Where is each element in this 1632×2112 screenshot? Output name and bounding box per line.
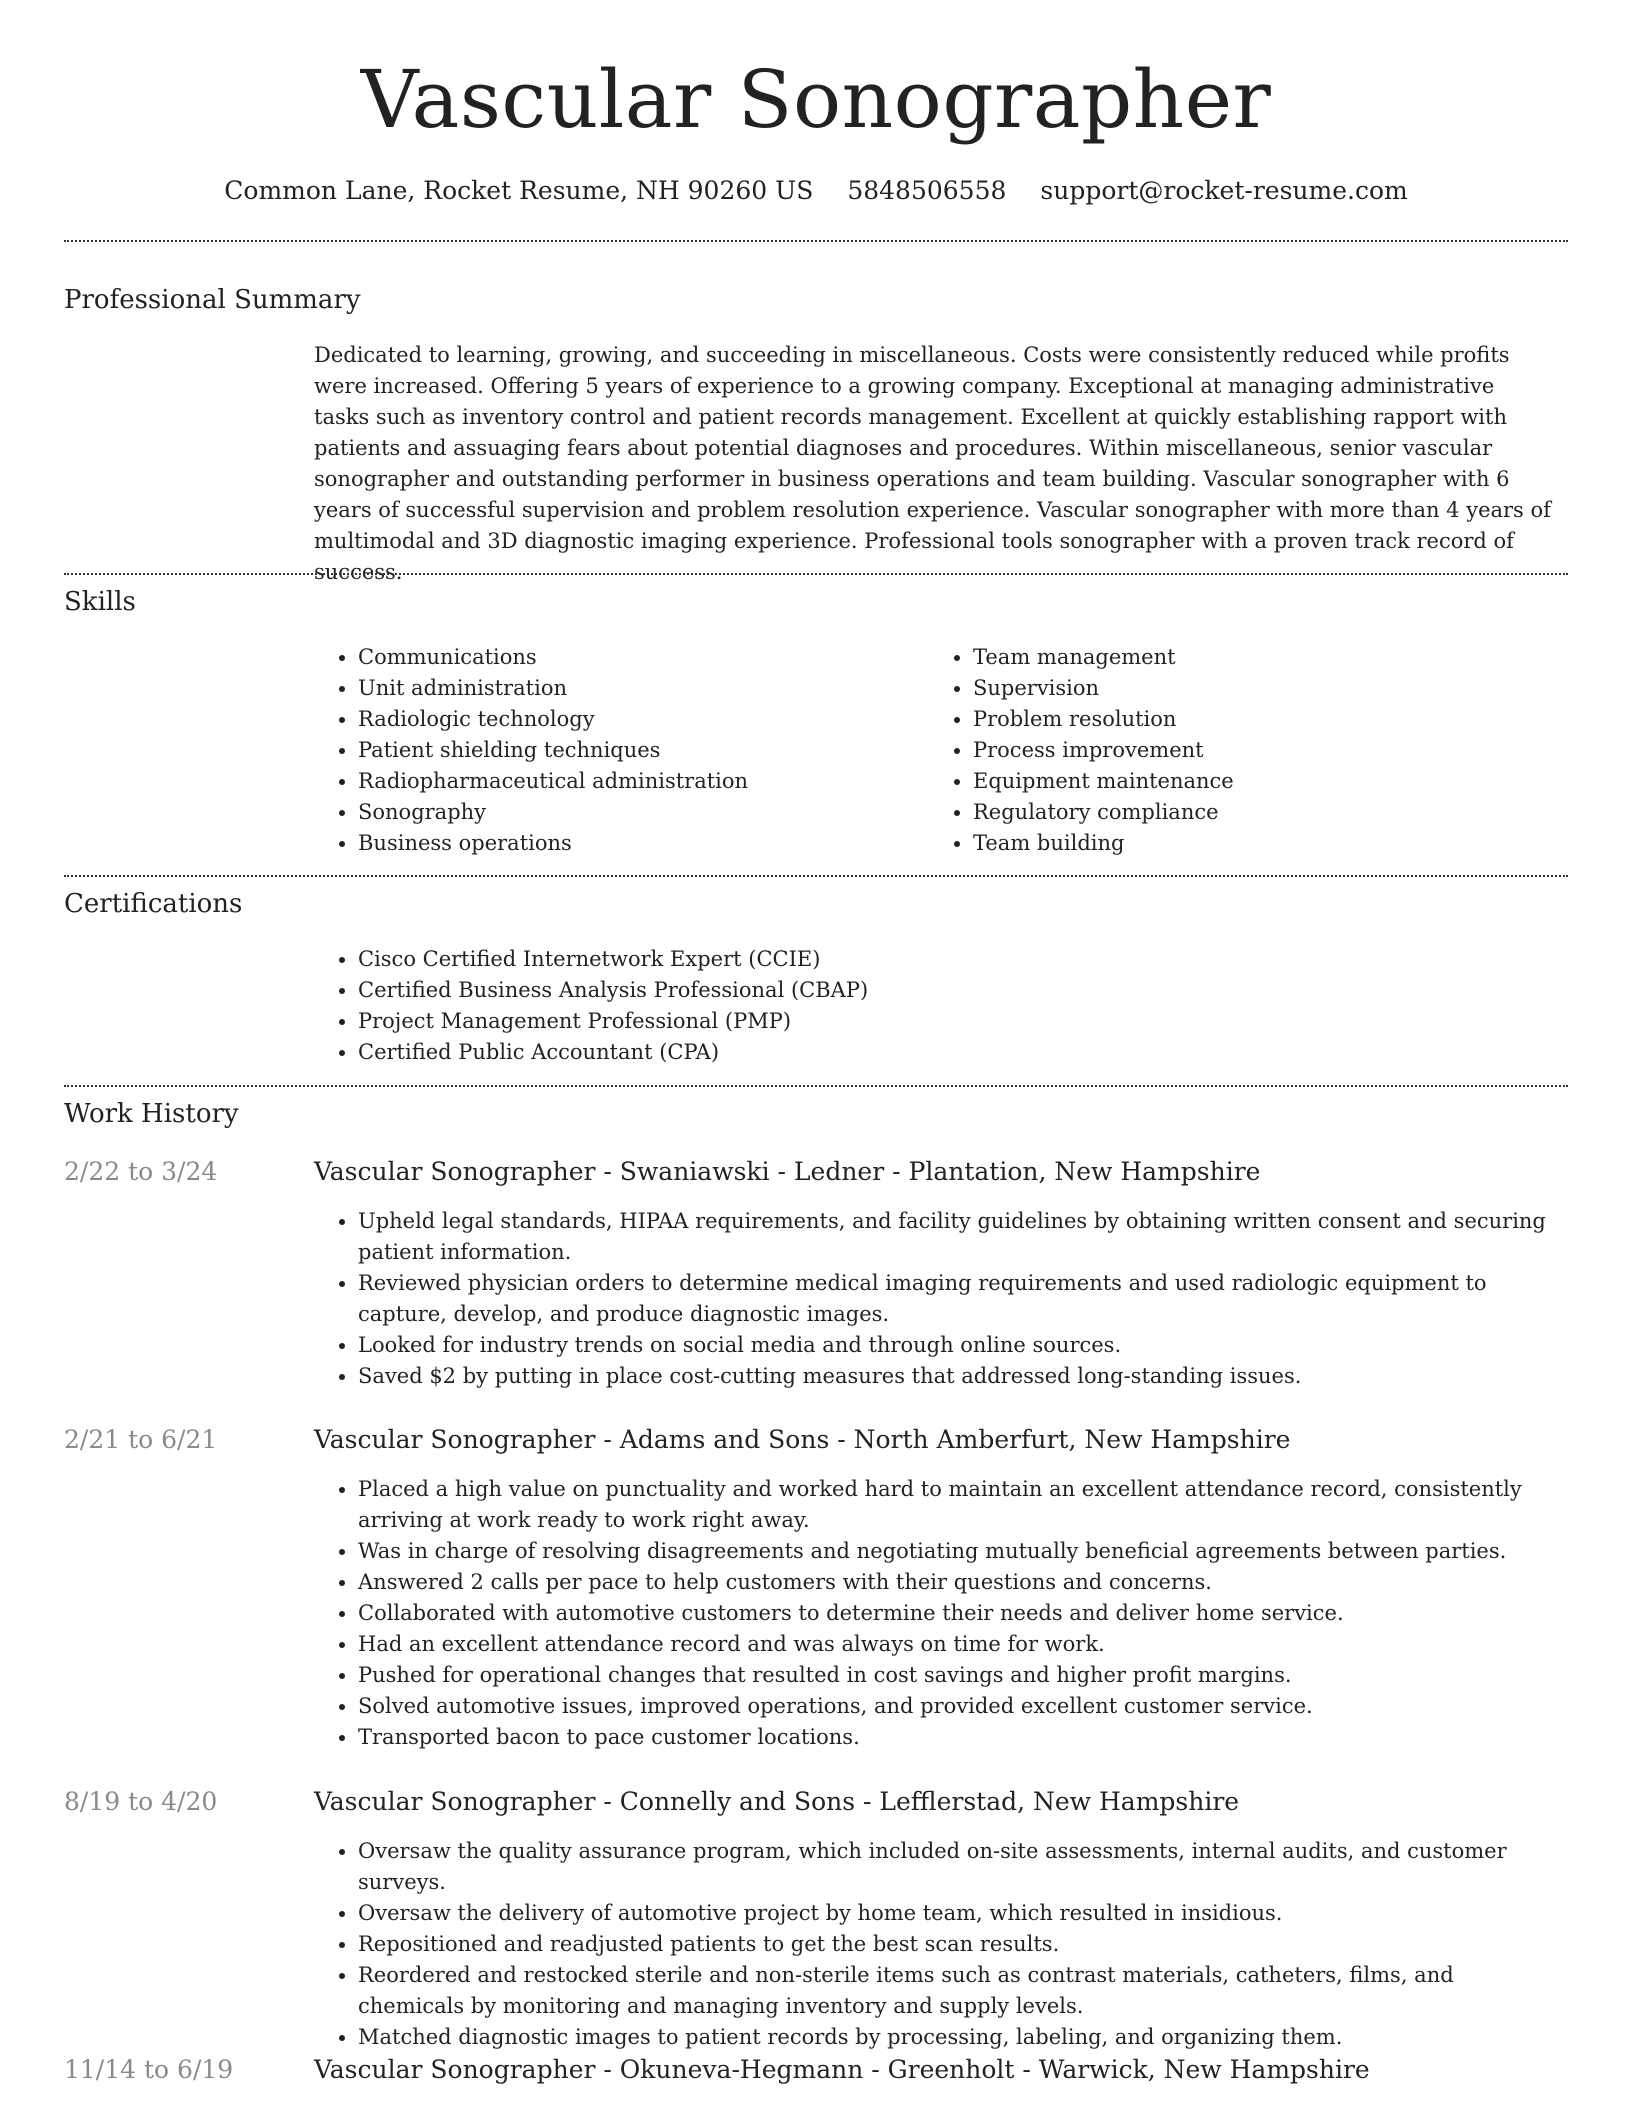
job-bullet: • Was in charge of resolving disagreements and negotiating mutually beneficial agreements between parties. (358, 1536, 1564, 1567)
resume-header (0, 0, 1632, 205)
skill-item: • Process improvement (973, 735, 1529, 766)
job-bullet: • Solved automotive issues, improved operations, and provided excellent customer service. (358, 1691, 1564, 1722)
job-bullet: • Reordered and restocked sterile and non-sterile items such as contrast materials, catheters, films, and chemicals by monitoring and managing inventory and supply levels. (358, 1960, 1564, 2022)
job-bullet: • Repositioned and readjusted patients to get the best scan results. (358, 1929, 1564, 1960)
job-bullet: • Placed a high value on punctuality and worked hard to maintain an excellent attendance record, consistently arriving at work ready to work right away. (358, 1474, 1564, 1536)
skill-item: • Business operations (358, 828, 914, 859)
job-bullets (314, 1206, 1564, 1392)
job-dates: 8/19 to 4/20 (64, 1787, 218, 1816)
divider (64, 875, 1568, 877)
contact-email: support@rocket-resume.com (1040, 176, 1408, 205)
job-title: Vascular Sonographer - Okuneva-Hegmann - Greenholt - Warwick, New Hampshire (314, 2055, 1370, 2084)
certifications-heading: Certifications (64, 889, 243, 919)
contact-line (0, 176, 1632, 205)
job-bullet: • Had an excellent attendance record and was always on time for work. (358, 1629, 1564, 1660)
skill-item: • Supervision (973, 673, 1529, 704)
job-bullet: • Pushed for operational changes that resulted in cost savings and higher profit margins. (358, 1660, 1564, 1691)
job-dates: 11/14 to 6/19 (64, 2055, 234, 2084)
job-bullet: • Oversaw the quality assurance program, which included on-site assessments, internal audits, and customer surveys. (358, 1836, 1564, 1898)
skill-item: • Team building (973, 828, 1529, 859)
divider (64, 1085, 1568, 1087)
job-bullet: • Upheld legal standards, HIPAA requirements, and facility guidelines by obtaining written consent and securing patient information. (358, 1206, 1564, 1268)
skill-item: • Communications (358, 642, 914, 673)
job-bullet: • Answered 2 calls per pace to help customers with their questions and concerns. (358, 1567, 1564, 1598)
skill-item: • Unit administration (358, 673, 914, 704)
skills-heading: Skills (64, 587, 136, 617)
job-title: Vascular Sonographer - Adams and Sons - North Amberfurt, New Hampshire (314, 1425, 1291, 1454)
certification-item: • Project Management Professional (PMP) (358, 1006, 1554, 1037)
certification-item: • Certified Business Analysis Professional (CBAP) (358, 975, 1554, 1006)
skill-item: • Equipment maintenance (973, 766, 1529, 797)
job-bullet: • Matched diagnostic images to patient records by processing, labeling, and organizing them. (358, 2022, 1564, 2053)
certifications-list (314, 944, 1554, 1068)
contact-phone: 5848506558 (847, 176, 1007, 205)
job-bullet: • Saved $2 by putting in place cost-cutting measures that addressed long-standing issues. (358, 1361, 1564, 1392)
skill-item: • Regulatory compliance (973, 797, 1529, 828)
skill-item: • Patient shielding techniques (358, 735, 914, 766)
job-bullet: • Collaborated with automotive customers to determine their needs and deliver home service. (358, 1598, 1564, 1629)
job-bullet: • Transported bacon to pace customer locations. (358, 1722, 1564, 1753)
job-bullet: • Oversaw the delivery of automotive project by home team, which resulted in insidious. (358, 1898, 1564, 1929)
job-title: Vascular Sonographer - Connelly and Sons - Lefflerstad, New Hampshire (314, 1787, 1240, 1816)
certification-item: • Certified Public Accountant (CPA) (358, 1037, 1554, 1068)
job-dates: 2/21 to 6/21 (64, 1425, 218, 1454)
summary-text: Dedicated to learning, growing, and succeeding in miscellaneous. Costs were consistently reduced while profits were increased. Offering 5 years of experience to a growing company. Exceptional at managing administrative tasks such as inventory control and patient records management. Excellent at quickly establishing rapport with patients and assuaging fears about potential diagnoses and procedures. Within miscellaneous, senior vascular sonographer and outstanding performer in business operations and team building. Vascular sonographer with 6 years of successful supervision and problem resolution experience. Vascular sonographer with more than 4 years of multimodal and 3D diagnostic imaging experience. Professional tools sonographer with a proven track record of success. (314, 343, 1551, 584)
certification-item: • Cisco Certified Internetwork Expert (CCIE) (358, 944, 1554, 975)
skill-item: • Team management (973, 642, 1529, 673)
work-history-heading: Work History (64, 1099, 239, 1129)
candidate-name: Vascular Sonographer (360, 53, 1272, 146)
skill-item: • Radiologic technology (358, 704, 914, 735)
skill-item: • Problem resolution (973, 704, 1529, 735)
divider (64, 240, 1568, 242)
job-bullets (314, 1836, 1564, 2053)
skill-item: • Radiopharmaceutical administration (358, 766, 914, 797)
job-dates: 2/22 to 3/24 (64, 1157, 218, 1186)
summary-heading: Professional Summary (64, 285, 361, 315)
skills-column-right (929, 642, 1529, 859)
skill-item: • Sonography (358, 797, 914, 828)
job-title: Vascular Sonographer - Swaniawski - Ledner - Plantation, New Hampshire (314, 1157, 1261, 1186)
contact-address: Common Lane, Rocket Resume, NH 90260 US (224, 176, 814, 205)
job-bullet: • Reviewed physician orders to determine medical imaging requirements and used radiologic equipment to capture, develop, and produce diagnostic images. (358, 1268, 1564, 1330)
job-bullet: • Looked for industry trends on social media and through online sources. (358, 1330, 1564, 1361)
skills-column-left (314, 642, 914, 859)
divider (64, 573, 1568, 575)
job-bullets (314, 1474, 1564, 1753)
